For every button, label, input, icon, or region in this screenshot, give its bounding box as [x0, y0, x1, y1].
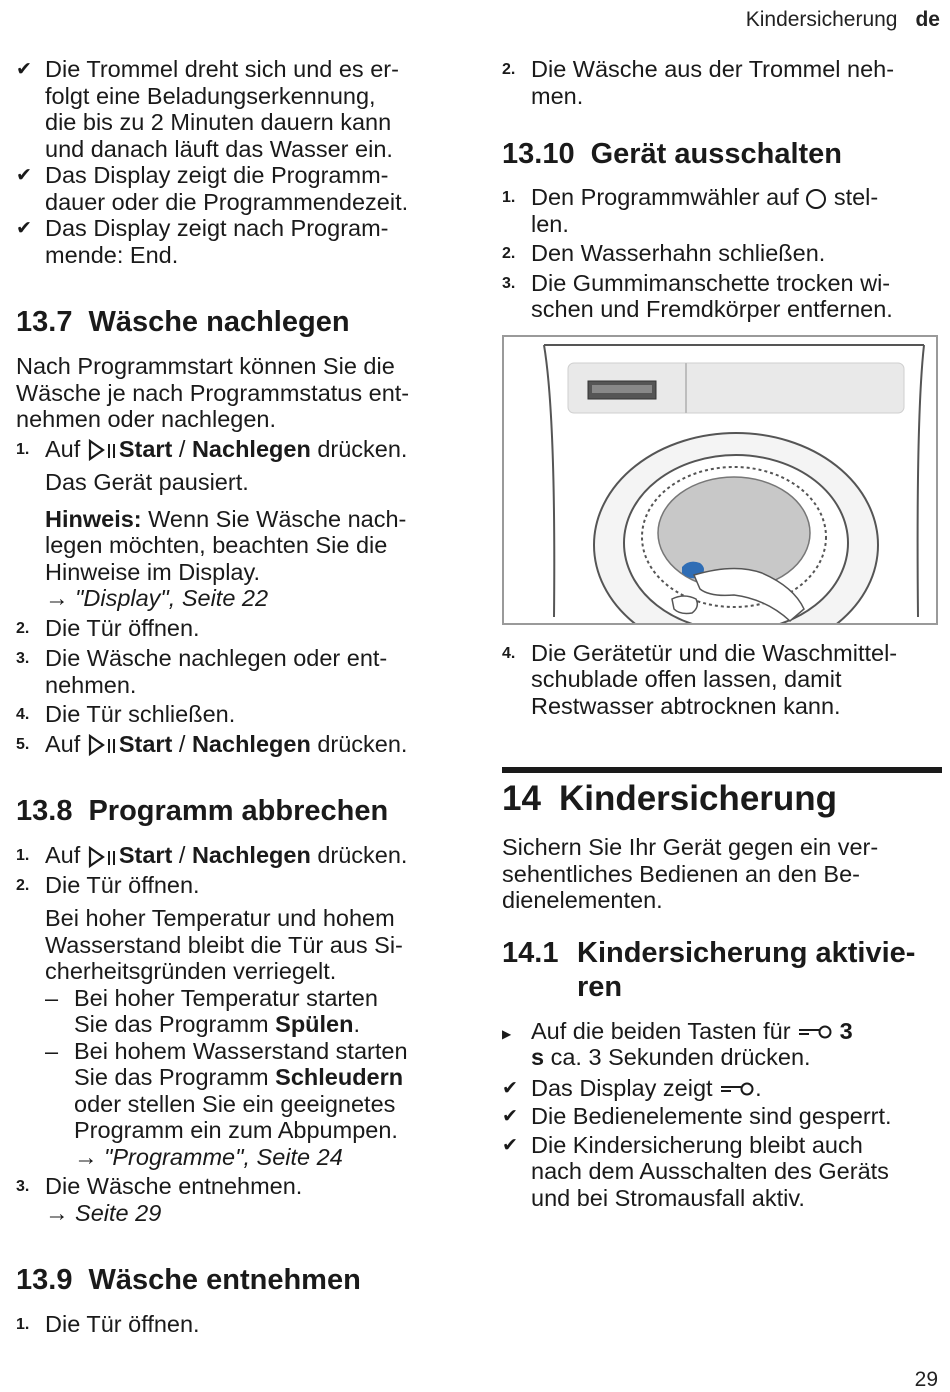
result-check: ✔ Das Display zeigt .	[502, 1074, 762, 1101]
chapter-rule	[502, 767, 942, 773]
washer-door-illustration	[502, 335, 938, 625]
step-item: 1. Die Tür öffnen.	[16, 1311, 200, 1337]
start-pause-icon	[87, 734, 119, 756]
chapter-heading-14: 14 Kindersicherung	[502, 779, 838, 818]
checkmark-icon: ✔	[502, 1134, 518, 1156]
step-item: 2. Die Tür öffnen.	[16, 614, 200, 641]
checkmark-icon: ✔	[16, 59, 32, 80]
note: Hinweis: Wenn Sie Wäsche nach- legen möchten, beachten Sie die Hinweise im Display. → "Display", Seite 22	[16, 506, 456, 612]
cross-reference-link[interactable]: → "Display", Seite 22	[45, 585, 269, 611]
page-number: 29	[914, 1368, 938, 1391]
step-item: 1. Auf Start / Nachlegen drücken.	[16, 842, 408, 868]
step-item: 1. Auf Start / Nachlegen drücken.	[16, 435, 408, 462]
result-check: ✔ Die Kindersicherung bleibt auch nach dem Ausschalten des Geräts und bei Stromausfall aktiv.	[502, 1131, 889, 1211]
result-check: ✔ Die Trommel dreht sich und es er- folgt eine Beladungserkennung, die bis zu 2 Minuten dauern kann und danach läuft das Wasser ein.	[16, 56, 399, 162]
start-pause-icon	[87, 439, 119, 461]
start-pause-icon	[87, 846, 119, 868]
section-heading-14-1: 14.1 Kindersicherung aktivie- ren	[502, 936, 916, 1003]
step-item: 1. Den Programmwähler auf stel- len.	[502, 184, 879, 237]
result-check: ✔ Das Display zeigt nach Program- mende: End.	[16, 215, 389, 268]
dash-item: – Bei hoher Temperatur starten Sie das Programm Spülen.	[45, 984, 378, 1037]
dash-item: – Bei hohem Wasserstand starten Sie das Programm Schleudern oder stellen Sie ein geeignetes Programm ein zum Abpumpen. → "Programme", Seite 24	[45, 1038, 456, 1171]
step-item: 2. Die Wäsche aus der Trommel neh- men.	[502, 56, 895, 109]
cross-reference-link[interactable]: → "Programme", Seite 24	[74, 1143, 343, 1170]
off-position-icon	[805, 188, 827, 210]
section-heading-13-7: 13.7 Wäsche nachlegen	[16, 306, 350, 338]
section-heading-13-8: 13.8 Programm abbrechen	[16, 795, 389, 827]
key-lock-icon	[719, 1080, 755, 1098]
step-item: 2. Den Wasserhahn schließen.	[502, 240, 826, 266]
note-label: Hinweis:	[45, 505, 142, 532]
right-column	[502, 56, 942, 1211]
checkmark-icon: ✔	[502, 1106, 518, 1127]
step-item: 3. Die Wäsche nachlegen oder ent- nehmen.	[16, 645, 388, 698]
result-check: ✔ Die Bedienelemente sind gesperrt.	[502, 1103, 892, 1129]
step-item: 3. Die Wäsche entnehmen. → Seite 29	[16, 1173, 456, 1226]
checkmark-icon: ✔	[16, 218, 32, 239]
step-result: Das Gerät pausiert.	[45, 469, 249, 495]
section-intro: Nach Programmstart können Sie die Wäsche je nach Programmstatus ent- nehmen oder nachlegen.	[16, 353, 410, 432]
step-item: 5. Auf Start / Nachlegen drücken.	[16, 730, 408, 757]
step-item: 3. Die Gummimanschette trocken wi- schen und Fremdkörper entfernen.	[502, 269, 893, 322]
action-item: ▶ Auf die beiden Tasten für 3 s ca. 3 Sekunden drücken.	[502, 1017, 853, 1070]
step-item: 4. Die Gerätetür und die Waschmittel- schublade offen lassen, damit Restwasser abtrocknen kann.	[502, 639, 898, 719]
step-item: 2. Die Tür öffnen.	[16, 871, 200, 898]
checkmark-icon: ✔	[502, 1077, 518, 1099]
step-info: Bei hoher Temperatur und hohem Wasserstand bleibt die Tür aus Si- cherheitsgründen verriegelt. – Bei hoher Temperatur starten Sie das Programm Spülen. – Bei hohem Wasserstand starten Sie das Programm Schleudern oder stellen Sie ein geeignetes Programm ein zum Abpumpen. → "Programme", Seite 24	[16, 905, 456, 1170]
header-language: de	[915, 8, 940, 31]
action-triangle-icon: ▶	[502, 1026, 512, 1041]
section-heading-13-10: 13.10 Gerät ausschalten	[502, 138, 843, 170]
result-check: ✔ Das Display zeigt die Programm- dauer oder die Programmendezeit.	[16, 162, 409, 215]
checkmark-icon: ✔	[16, 165, 32, 186]
running-header	[746, 8, 940, 32]
header-title: Kindersicherung	[745, 8, 898, 31]
left-column	[16, 56, 456, 1338]
step-item: 4. Die Tür schließen.	[16, 701, 236, 727]
key-lock-icon	[797, 1023, 833, 1041]
cross-reference-link[interactable]: → Seite 29	[45, 1199, 162, 1226]
chapter-intro: Sichern Sie Ihr Gerät gegen ein ver- sehentliches Bedienen an den Be- dienelementen.	[502, 834, 879, 913]
washer-drawing	[504, 337, 936, 623]
section-heading-13-9: 13.9 Wäsche entnehmen	[16, 1264, 361, 1296]
